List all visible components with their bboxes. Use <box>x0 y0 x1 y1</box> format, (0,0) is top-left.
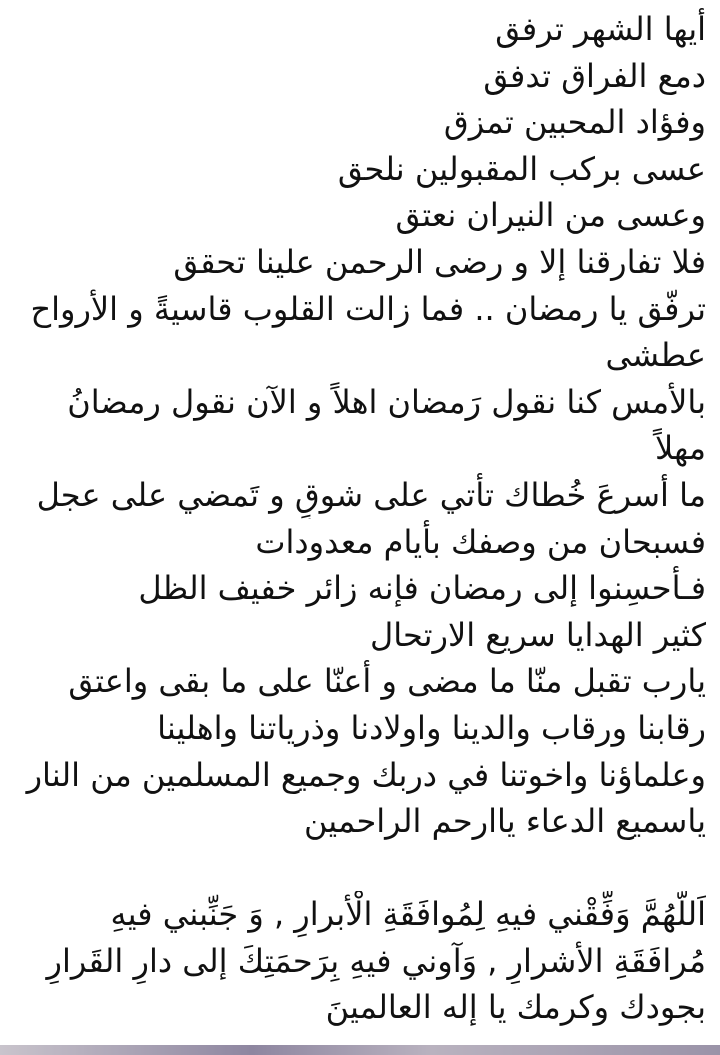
text-line: وعسى من النيران نعتق <box>395 196 706 235</box>
text-line: كثير الهدايا سريع الارتحال <box>369 615 706 654</box>
text-line: مهلاً <box>655 429 706 468</box>
bottom-edge-strip <box>0 1045 720 1055</box>
text-content <box>8 6 706 1031</box>
text-line: فلا تفارقنا إلا و رضى الرحمن علينا تحقق <box>173 242 706 281</box>
text-line: ياسميع الدعاء ياارحم الراحمين <box>303 802 706 841</box>
blank-line <box>8 845 706 892</box>
text-line: عسى بركب المقبولين نلحق <box>337 149 706 188</box>
text-line: رقابنا ورقاب والدينا واولادنا وذرياتنا واهلينا <box>157 708 706 747</box>
text-line: فـأحسِنوا إلى رمضان فإنه زائر خفيف الظل <box>138 569 706 608</box>
text-line: وعلماؤنا واخوتنا في دربك وجميع المسلمين من النار <box>26 755 706 794</box>
text-line: يارب تقبل منّا ما مضى و أعنّا على ما بقى واعتق <box>68 662 706 701</box>
text-line: اَللّهُمَّ وَفِّقْني فيهِ لِمُوافَقَةِ الْأبرارِ , وَ جَنِّبني فيهِ <box>110 895 706 934</box>
text-line: فسبحان من وصفك بأيام معدودات <box>255 522 706 561</box>
text-line: بالأمس كنا نقول رَمضان اهلاً و الآن نقول رمضانُ <box>67 382 706 421</box>
text-line: ترفّق يا رمضان .. فما زالت القلوب قاسيةً و الأرواح <box>30 289 706 328</box>
text-line: مُرافَقَةِ الأشرارِ , وَآوني فيهِ بِرَحمَتِكَ إلى دارِ القَرارِ <box>46 941 706 980</box>
text-line: عطشى <box>605 336 706 375</box>
text-line: أيها الشهر ترفق <box>495 10 706 48</box>
text-line: ما أسرعَ خُطاك تأتي على شوقٍ و تَمضي على عجل <box>36 475 706 514</box>
text-line: وفؤاد المحبين تمزق <box>443 103 706 142</box>
text-line: دمع الفراق تدفق <box>483 56 706 95</box>
text-line: بجودك وكرمك يا إله العالمينَ <box>325 988 706 1027</box>
